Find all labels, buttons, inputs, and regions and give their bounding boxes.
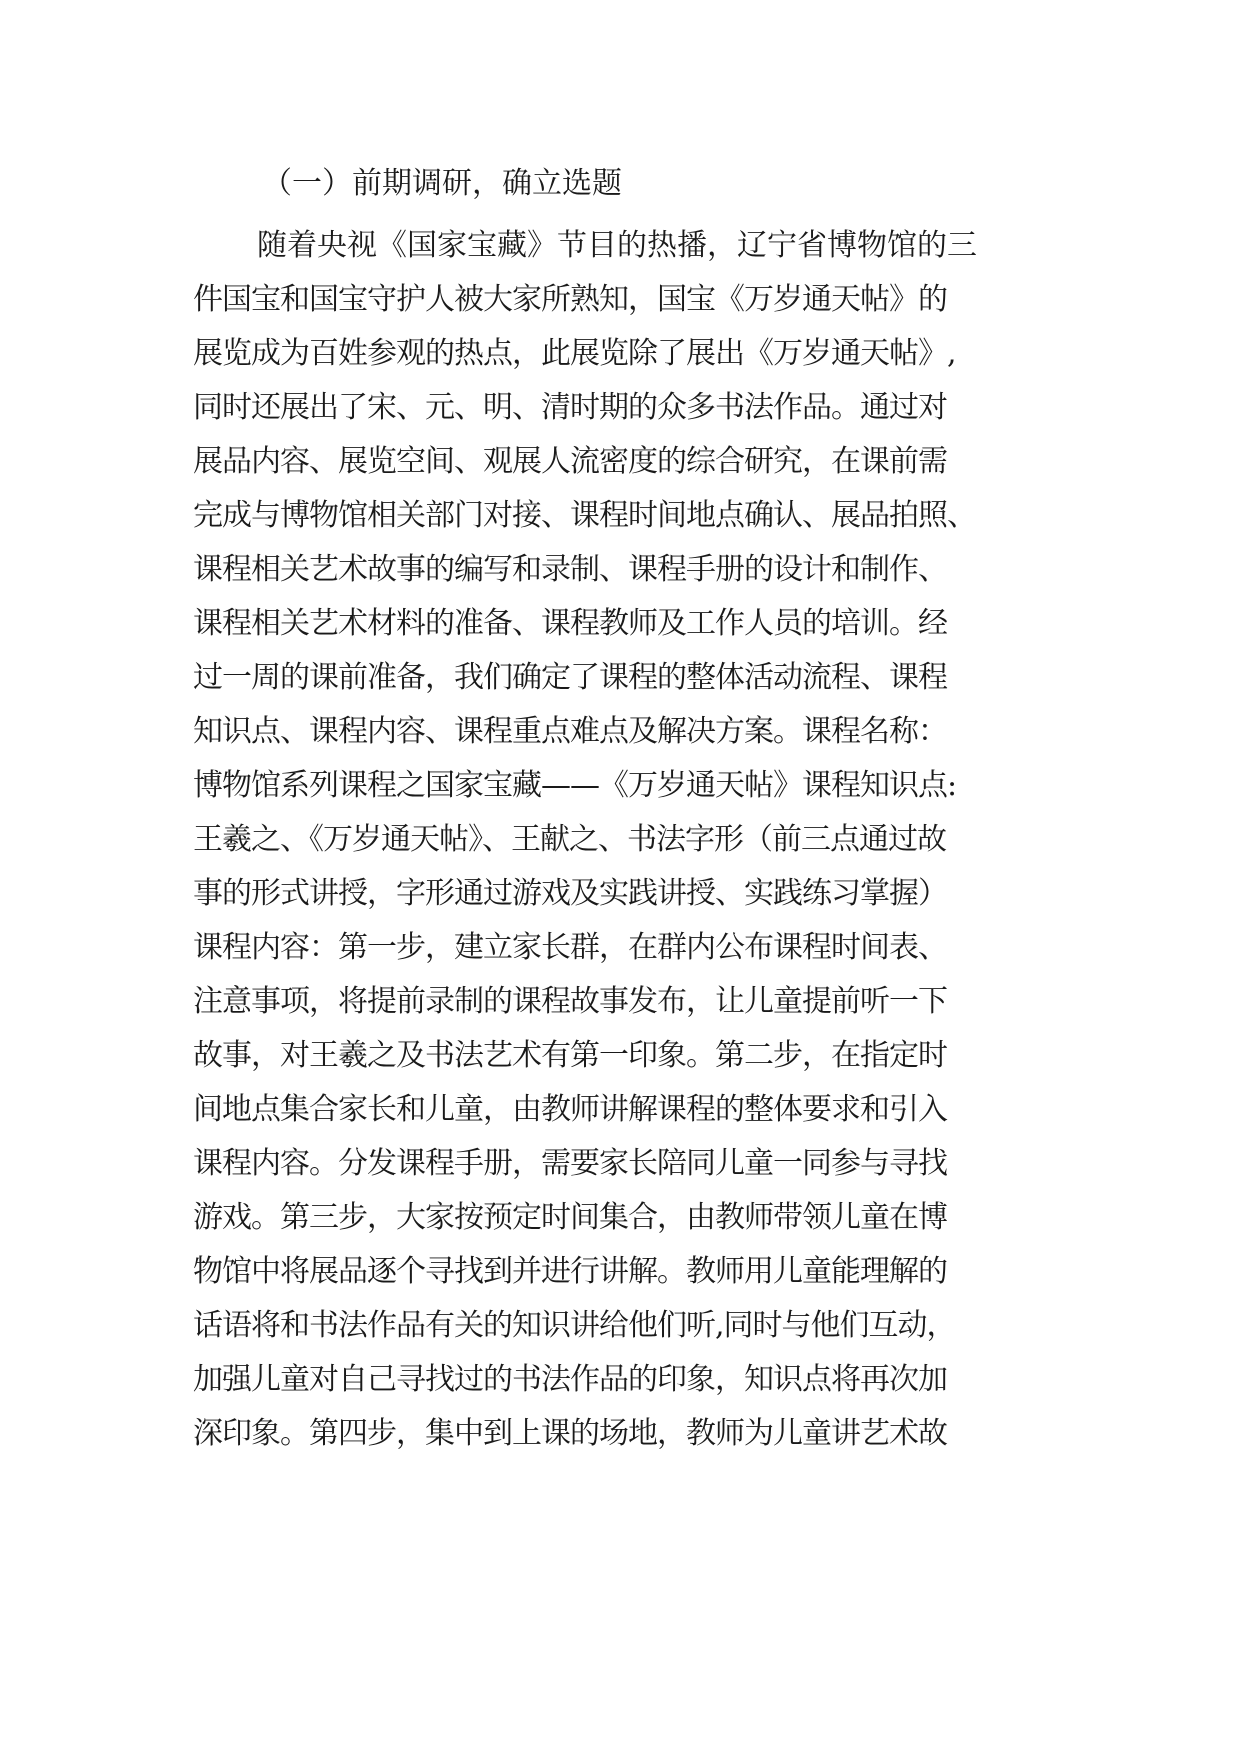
text-line: 件国宝和国宝守护人被大家所熟知，国宝《万岁通天帖》的 xyxy=(193,282,947,317)
text-line: 事的形式讲授，字形通过游戏及实践讲授、实践练习掌握） xyxy=(193,876,947,911)
text-line: 故事，对王羲之及书法艺术有第一印象。第二步，在指定时 xyxy=(193,1038,947,1073)
text-line: 展品内容、展览空间、观展人流密度的综合研究，在课前需 xyxy=(193,444,947,479)
text-line: 随着央视《国家宝藏》节目的热播，辽宁省博物馆的三 xyxy=(257,228,977,263)
text-line: 课程内容：第一步，建立家长群，在群内公布课程时间表、 xyxy=(193,930,947,965)
text-line: 加强儿童对自己寻找过的书法作品的印象，知识点将再次加 xyxy=(193,1362,947,1397)
text-line: 课程相关艺术材料的准备、课程教师及工作人员的培训。经 xyxy=(193,606,947,641)
text-line: 知识点、课程内容、课程重点难点及解决方案。课程名称： xyxy=(193,714,947,749)
text-line: 展览成为百姓参观的热点，此展览除了展出《万岁通天帖》, xyxy=(193,336,956,371)
text-line: 博物馆系列课程之国家宝藏——《万岁通天帖》课程知识点: xyxy=(193,768,957,803)
text-line: 课程内容。分发课程手册，需要家长陪同儿童一同参与寻找 xyxy=(193,1146,947,1181)
text-line: 过一周的课前准备，我们确定了课程的整体活动流程、课程 xyxy=(193,660,947,695)
text-line: 深印象。第四步，集中到上课的场地，教师为儿童讲艺术故 xyxy=(193,1416,947,1451)
text-line: 注意事项，将提前录制的课程故事发布，让儿童提前听一下 xyxy=(193,984,947,1019)
text-line: 间地点集合家长和儿童，由教师讲解课程的整体要求和引入 xyxy=(193,1092,947,1127)
text-line: 游戏。第三步，大家按预定时间集合，由教师带领儿童在博 xyxy=(193,1200,947,1235)
text-line: 物馆中将展品逐个寻找到并进行讲解。教师用儿童能理解的 xyxy=(193,1254,947,1289)
section-heading: （一）前期调研，确立选题 xyxy=(262,166,622,201)
body-paragraph xyxy=(193,219,1053,1461)
text-line: 同时还展出了宋、元、明、清时期的众多书法作品。通过对 xyxy=(193,390,947,425)
text-line: 王羲之、《万岁通天帖》、王献之、书法字形（前三点通过故 xyxy=(193,822,946,857)
text-line: 完成与博物馆相关部门对接、课程时间地点确认、展品拍照、 xyxy=(193,498,976,533)
text-line: 话语将和书法作品有关的知识讲给他们听,同时与他们互动， xyxy=(193,1308,956,1343)
text-line: 课程相关艺术故事的编写和录制、课程手册的设计和制作、 xyxy=(193,552,947,587)
